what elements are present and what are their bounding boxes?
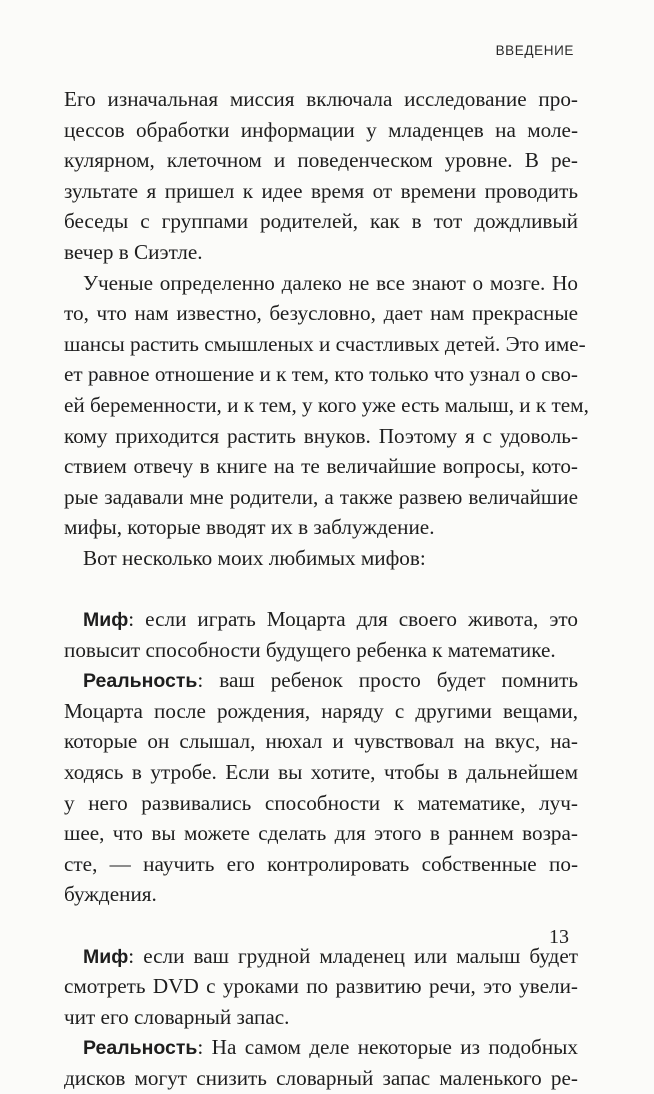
- text-line: у него развивались способности к математике, луч-: [64, 790, 578, 815]
- text-line: ет равное отношение и к тем, кто только что узнал о сво-: [64, 362, 578, 387]
- text-line: вечер в Сиэтле.: [64, 239, 203, 264]
- text-line: повысит способности будущего ребенка к математике.: [64, 637, 556, 662]
- text-line: чит его словарный запас.: [64, 1004, 290, 1029]
- text-line: ходясь в утробе. Если вы хотите, чтобы в дальнейшем: [64, 760, 578, 785]
- myth-label: Миф: [83, 609, 129, 632]
- text-line: дисков могут снизить словарный запас маленького ре-: [64, 1066, 578, 1090]
- text-line: шее, что вы можете сделать для этого в раннем возра-: [64, 821, 578, 846]
- paragraph-2: [64, 268, 589, 543]
- paragraph-1: [64, 84, 578, 268]
- text-line: смотреть DVD с уроками по развитию речи, это увели-: [64, 974, 578, 999]
- text-line: то, что нам известно, безусловно, дает нам прекрасные: [64, 301, 578, 326]
- text-line: буждения.: [64, 882, 157, 907]
- text-line: Вот несколько моих любимых мифов:: [83, 545, 426, 570]
- text-line: мифы, которые вводят их в заблуждение.: [64, 515, 435, 540]
- text-line: цессов обработки информации у младенцев на моле-: [64, 117, 578, 142]
- myth-block-2: [64, 941, 578, 1094]
- text-line: Моцарта после рождения, наряду с другими вещами,: [64, 698, 578, 723]
- text-line: рые задавали мне родители, а также развею величайшие: [64, 484, 578, 509]
- text-line: кому приходится растить внуков. Поэтому я с удоволь-: [64, 423, 578, 448]
- myth-block-1: [64, 604, 578, 910]
- text-line: ствием отвечу в книге на те величайшие вопросы, кото-: [64, 454, 578, 479]
- text-line: кулярном, клеточном и поведенческом уровне. В ре-: [64, 148, 578, 173]
- text-line: сте, — научить его контролировать собственные по-: [64, 851, 578, 876]
- text-line: Его изначальная миссия включала исследование про-: [64, 87, 578, 111]
- reality-label: Реальность: [83, 670, 198, 693]
- running-header: ВВЕДЕНИЕ: [495, 43, 574, 58]
- text-line: Реальность: На самом деле некоторые из подобных: [83, 1035, 578, 1060]
- page-number: 13: [549, 926, 569, 948]
- myth-label: Миф: [83, 945, 129, 968]
- text-line: шансы растить смышленых и счастливых детей. Это име-: [64, 331, 586, 356]
- text-line: Миф: если играть Моцарта для своего живота, это: [83, 607, 578, 632]
- body-text: [64, 84, 589, 1094]
- text-line: Ученые определенно далеко не все знают о мозге. Но: [83, 270, 578, 295]
- text-line: Реальность: ваш ребенок просто будет помнить: [83, 668, 578, 693]
- text-line: зультате я пришел к идее время от времени проводить: [64, 178, 578, 203]
- reality-label: Реальность: [83, 1037, 198, 1060]
- text-line: ей беременности, и к тем, у кого уже есть малыш, и к тем,: [64, 392, 589, 417]
- text-line: беседы с группами родителей, как в тот дождливый: [64, 209, 578, 234]
- paragraph-3: [64, 543, 578, 574]
- text-line: Миф: если ваш грудной младенец или малыш будет: [83, 943, 578, 968]
- text-line: которые он слышал, нюхал и чувствовал на вкус, на-: [64, 729, 578, 754]
